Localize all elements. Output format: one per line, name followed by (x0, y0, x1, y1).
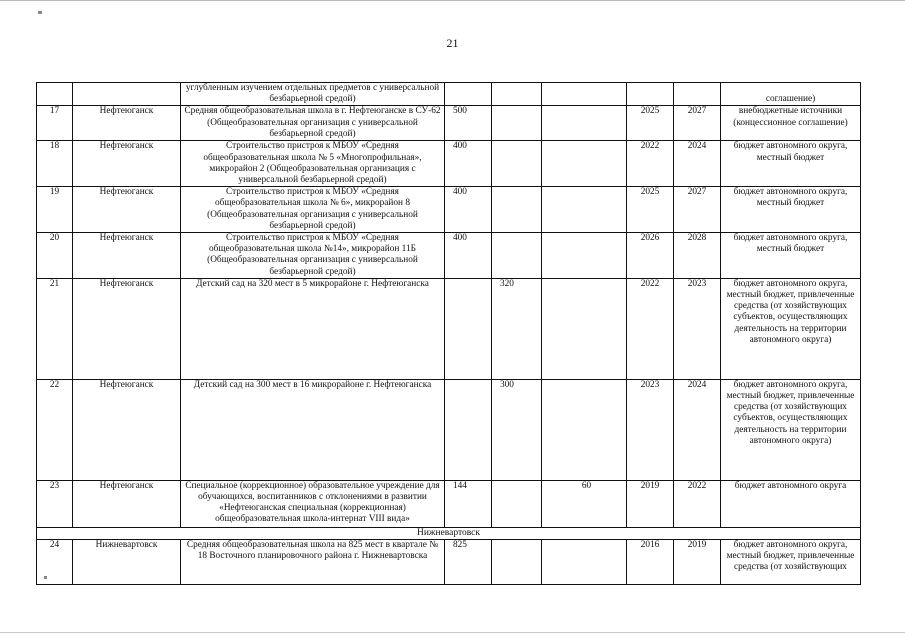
capacity-value (492, 83, 542, 106)
end-year: 2027 (674, 187, 721, 233)
municipality: Нефтеюганск (73, 106, 181, 141)
object-name: Средняя общеобразовательная школа в г. Нефтеюганске в СУ-62 (Общеобразовательная организация с универсальной безбарьерной средой) (181, 106, 445, 141)
scan-edge-top (0, 0, 905, 1)
municipality: Нефтеюганск (73, 233, 181, 279)
row-number: 22 (37, 379, 73, 480)
start-year: 2019 (627, 480, 674, 527)
municipality: Нефтеюганск (73, 278, 181, 379)
object-name: Детский сад на 300 мест в 16 микрорайоне г. Нефтеюганска (181, 379, 445, 480)
row-number: 18 (37, 141, 73, 187)
capacity-value (445, 379, 492, 480)
row-number: 20 (37, 233, 73, 279)
capacity-value (492, 106, 542, 141)
scan-dot (38, 11, 42, 14)
scan-edge-bottom (0, 632, 905, 633)
capacity-value: 825 (445, 540, 492, 585)
object-name: углубленным изучением отдельных предметов с универсальной безбарьерной средой) (181, 83, 445, 106)
capacity-value (445, 278, 492, 379)
funding-source: бюджет автономного округа (721, 480, 861, 527)
capacity-value: 320 (492, 278, 542, 379)
object-name: Средняя общеобразовательная школа на 825 мест в квартале № 18 Восточного планировочного района г. Нижневартовска (181, 540, 445, 585)
row-number: 17 (37, 106, 73, 141)
object-name: Строительство пристроя к МБОУ «Средняя общеобразовательная школа № 6», микрорайон 8 (Общеобразовательная организация с универсальной безбарьерной средой) (181, 187, 445, 233)
table-row (37, 141, 861, 187)
table-row (37, 106, 861, 141)
funding-source: соглашение) (721, 83, 861, 106)
capacity-value (445, 83, 492, 106)
end-year: 2027 (674, 106, 721, 141)
row-number: 19 (37, 187, 73, 233)
funding-source: бюджет автономного округа, местный бюджет, привлеченные средства (от хозяйствующих субъектов, осуществляющих деятельность на территории автономного округа) (721, 278, 861, 379)
capacity-value (492, 540, 542, 585)
start-year: 2023 (627, 379, 674, 480)
object-name: Детский сад на 320 мест в 5 микрорайоне г. Нефтеюганска (181, 278, 445, 379)
row-number (37, 83, 73, 106)
funding-source: бюджет автономного округа, местный бюджет (721, 187, 861, 233)
capacity-value (492, 141, 542, 187)
start-year: 2025 (627, 187, 674, 233)
funding-source: бюджет автономного округа, местный бюджет (721, 141, 861, 187)
start-year: 2022 (627, 278, 674, 379)
municipality: Нефтеюганск (73, 379, 181, 480)
object-name: Строительство пристроя к МБОУ «Средняя общеобразовательная школа №14», микрорайон 11Б (Общеобразовательная организация с универсальной безбарьерной средой) (181, 233, 445, 279)
funding-source: бюджет автономного округа, местный бюджет (721, 233, 861, 279)
objects-table (36, 82, 861, 585)
funding-source: внебюджетные источники (концессионное соглашение) (721, 106, 861, 141)
municipality: Нефтеюганск (73, 187, 181, 233)
start-year: 2022 (627, 141, 674, 187)
capacity-value: 144 (445, 480, 492, 527)
row-number: 21 (37, 278, 73, 379)
capacity-value (542, 187, 627, 233)
table-row (37, 187, 861, 233)
table-row (37, 278, 861, 379)
start-year (627, 83, 674, 106)
capacity-value (542, 83, 627, 106)
capacity-value: 400 (445, 141, 492, 187)
table-row (37, 379, 861, 480)
capacity-value (542, 278, 627, 379)
end-year: 2023 (674, 278, 721, 379)
start-year: 2026 (627, 233, 674, 279)
capacity-value (542, 379, 627, 480)
start-year: 2016 (627, 540, 674, 585)
capacity-value: 60 (542, 480, 627, 527)
municipality: Нефтеюганск (73, 141, 181, 187)
table-row (37, 480, 861, 527)
municipality: Нефтеюганск (73, 480, 181, 527)
municipality: Нижневартовск (73, 540, 181, 585)
end-year: 2024 (674, 141, 721, 187)
table-row (37, 233, 861, 279)
end-year (674, 83, 721, 106)
object-name: Специальное (коррекционное) образовательное учреждение для обучающихся, воспитанников с отклонениями в развитии «Нефтеюганская специальная (коррекционная) общеобразовательная школа-интернат VIII вида» (181, 480, 445, 527)
capacity-value (542, 106, 627, 141)
capacity-value (492, 233, 542, 279)
row-number: 23 (37, 480, 73, 527)
municipality (73, 83, 181, 106)
table-row (37, 83, 861, 106)
capacity-value: 300 (492, 379, 542, 480)
start-year: 2025 (627, 106, 674, 141)
end-year: 2019 (674, 540, 721, 585)
capacity-value: 400 (445, 187, 492, 233)
capacity-value (492, 480, 542, 527)
section-header: Нижневартовск (37, 527, 861, 539)
table-row (37, 540, 861, 585)
object-name: Строительство пристроя к МБОУ «Средняя общеобразовательная школа № 5 «Многопрофильная», микрорайон 2 (Общеобразовательная организация с универсальной безбарьерной средой) (181, 141, 445, 187)
row-number: 24 (37, 540, 73, 585)
end-year: 2024 (674, 379, 721, 480)
end-year: 2022 (674, 480, 721, 527)
capacity-value: 500 (445, 106, 492, 141)
capacity-value (492, 187, 542, 233)
capacity-value (542, 141, 627, 187)
section-header-row (37, 527, 861, 539)
funding-source: бюджет автономного округа, местный бюджет, привлеченные средства (от хозяйствующих субъектов, осуществляющих деятельность на территории автономного округа) (721, 379, 861, 480)
capacity-value (542, 233, 627, 279)
funding-source: бюджет автономного округа, местный бюджет, привлеченные средства (от хозяйствующих (721, 540, 861, 585)
capacity-value: 400 (445, 233, 492, 279)
end-year: 2028 (674, 233, 721, 279)
page-number: 21 (446, 36, 459, 50)
capacity-value (542, 540, 627, 585)
